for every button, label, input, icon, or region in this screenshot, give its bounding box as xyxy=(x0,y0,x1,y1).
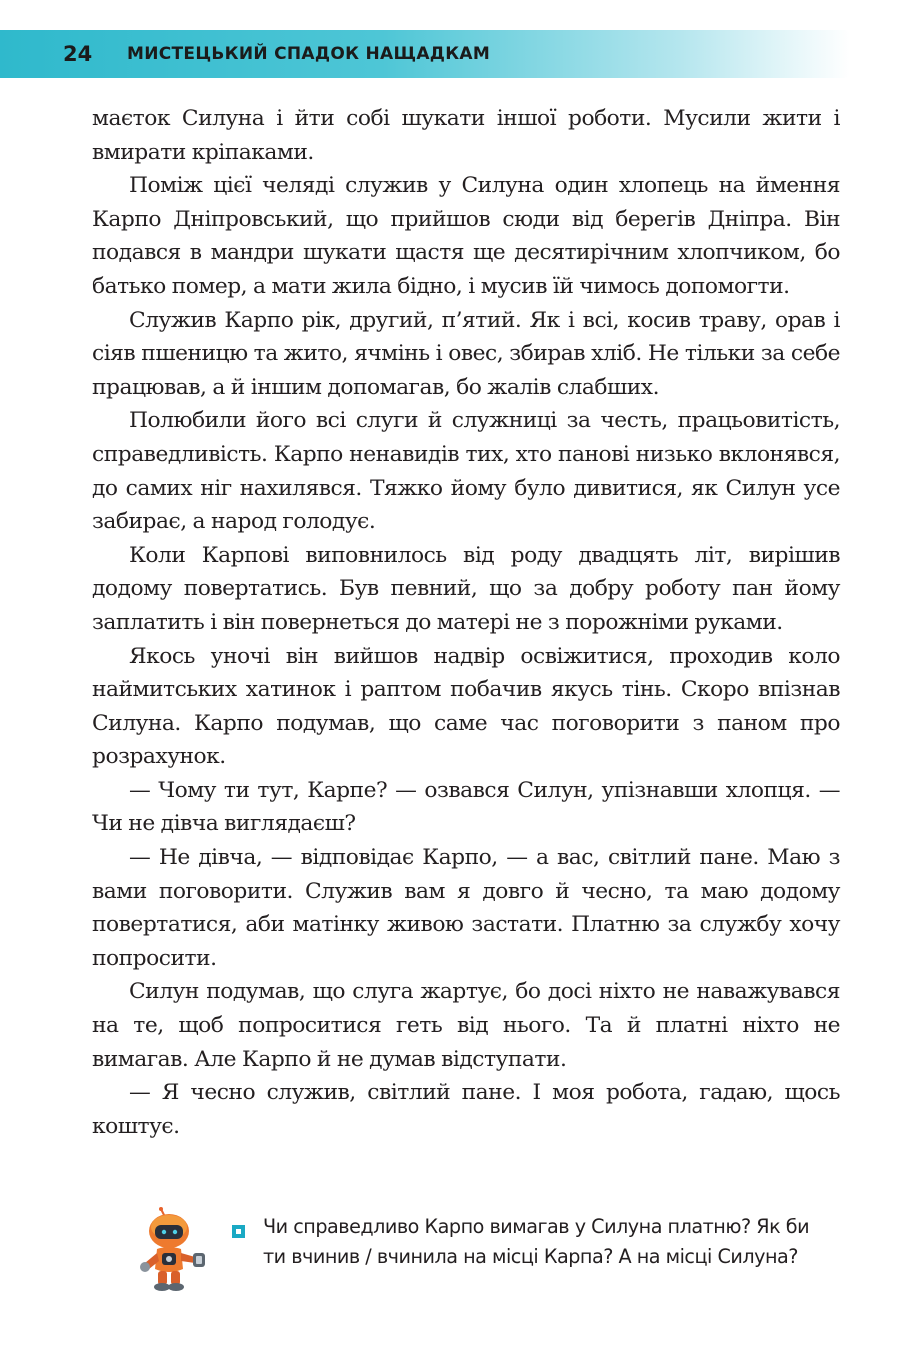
paragraph-10: — Я чесно служив, світлий пане. І моя робота, гадаю, щось коштує. xyxy=(92,1080,840,1139)
story-text xyxy=(92,102,840,1143)
task-line-1: Чи справедливо Карпо вимагав у Силуна платню? Як би xyxy=(263,1215,810,1238)
square-bullet-icon xyxy=(232,1225,245,1238)
paragraph-3: Служив Карпо рік, другий, п’ятий. Як і всі, косив траву, орав і сіяв пшеницю та жито, ячмінь і овес, збирав хліб. Не тільки за себе працював, а й іншим допомагав, бо жалів слабших. xyxy=(92,307,840,400)
paragraph-4: Полюбили його всі слуги й служниці за честь, працьовитість, справедливість. Карпо ненавидів тих, хто панові низько вклонявся, до самих ніг нахилявся. Тяжко йому було дивитися, як Силун усе забирає, а народ голодує. xyxy=(92,408,840,535)
task-question xyxy=(263,1212,853,1272)
paragraph-1: маєток Силуна і йти собі шукати іншої роботи. Мусили жити і вмирати кріпаками. xyxy=(92,106,840,165)
page-header xyxy=(0,30,850,78)
paragraph-6: Якось уночі він вийшов надвір освіжитися, проходив коло наймитських хатинок і раптом побачив якусь тінь. Скоро впізнав Силуна. Карпо подумав, що саме час поговорити з паном про розрахунок. xyxy=(92,643,840,770)
paragraph-5: Коли Карпові виповнилось від роду двадцять літ, вирішив додому повертатись. Був певний, що за добру роботу пан йому заплатить і він повернеться до матері не з порожніми руками. xyxy=(92,542,840,635)
paragraph-7: — Чому ти тут, Карпе? — озвався Силун, упізнавши хлопця. — Чи не дівча виглядаєш? xyxy=(92,777,840,837)
section-title: МИСТЕЦЬКИЙ СПАДОК НАЩАДКАМ xyxy=(127,44,491,64)
paragraph-9: Силун подумав, що слуга жартує, бо досі ніхто не наважувався на те, щоб попроситися геть від нього. Та й платні ніхто не вимагав. Але Карпо й не думав відступати. xyxy=(92,979,840,1072)
paragraph-2: Поміж цієї челяді служив у Силуна один хлопець на ймення Карпо Дніпровський, що прийшов сюди від берегів Дніпра. Він подався в мандри шукати щастя ще десятирічним хлопчиком, бо батько помер, а мати жила бідно, і мусив їй чимось допомогти. xyxy=(92,173,840,299)
robot-mascot-icon xyxy=(135,1207,215,1293)
paragraph-8: — Не дівча, — відповідає Карпо, — а вас, світлий пане. Маю з вами поговорити. Служив вам я довго й чесно, та маю додому повертатися, аби матінку живою застати. Платню за службу хочу попросити. xyxy=(92,845,840,971)
task-line-2: ти вчинив / вчинила на місці Карпа? А на місці Силуна? xyxy=(263,1245,798,1268)
task-block xyxy=(135,1207,855,1297)
page-number: 24 xyxy=(63,42,93,66)
